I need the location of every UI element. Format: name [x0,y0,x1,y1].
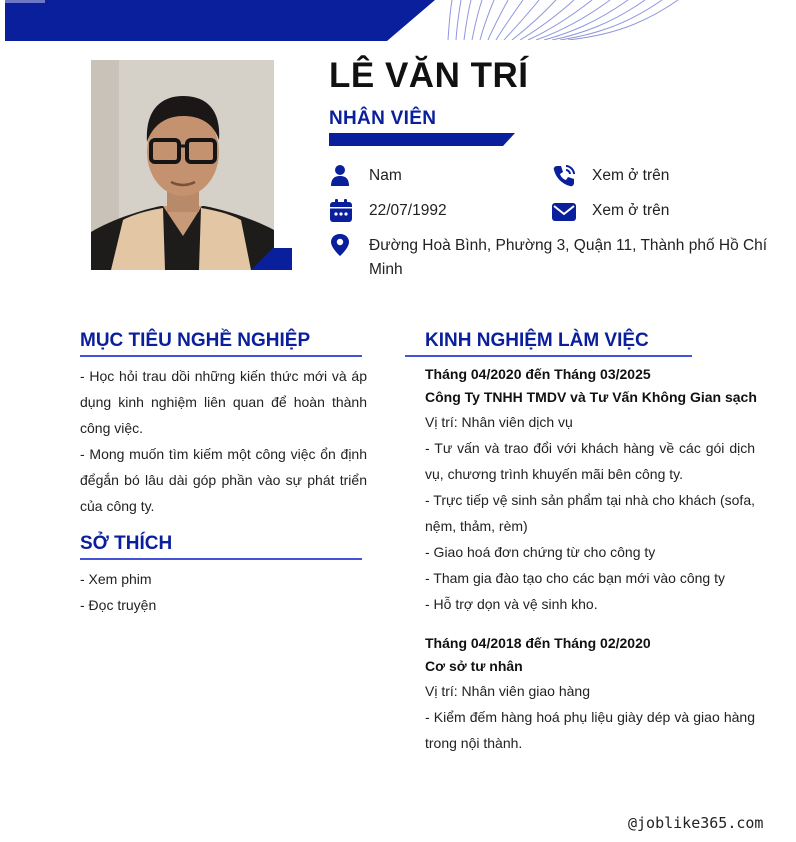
experience-divider [405,355,692,357]
profile-photo [91,60,274,270]
job-duty: - Giao hoá đơn chứng từ cho công ty [425,544,656,560]
location-pin-icon [329,234,351,256]
hobbies-divider [80,558,362,560]
job-duty: - Tham gia đào tạo cho các bạn mới vào công ty [425,570,725,586]
email-value: Xem ở trên [592,202,670,219]
hobbies-heading: SỞ THÍCH [80,533,173,554]
candidate-title: NHÂN VIÊN [329,108,437,129]
hobby-item: - Đọc truyện [80,597,157,613]
photo-corner-accent [251,248,292,270]
title-underline-bar [329,133,515,146]
job-period: Tháng 04/2020 đến Tháng 03/2025 [425,366,651,382]
job-position: Vị trí: Nhân viên giao hàng [425,683,590,699]
address-line-2: Minh [369,261,403,278]
job-duty: - Hỗ trợ dọn và vệ sinh kho. [425,596,598,612]
profile-photo-frame [91,60,292,270]
hobby-item: - Xem phim [80,571,152,587]
job-company: Cơ sở tư nhân [425,658,523,674]
birthday-value: 22/07/1992 [369,202,447,219]
job-position: Vị trí: Nhân viên dịch vụ [425,414,573,430]
job-duty: - Tư vấn và trao đổi với khách hàng về các gói dịch vụ, chương trình khuyến mãi bên công ty. [425,440,755,482]
job-company: Công Ty TNHH TMDV và Tư Vấn Không Gian sạch [425,389,757,405]
objective-divider [80,355,362,357]
objective-paragraph-1: - Học hỏi trau dồi những kiến thức mới và áp dụng kinh nghiệm liên quan để hoàn thành công việc. [80,368,367,436]
candidate-name: LÊ VĂN TRÍ [329,56,529,95]
envelope-icon [552,201,576,223]
job-duty: - Kiểm đếm hàng hoá phụ liệu giày dép và giao hàng trong nội thành. [425,709,755,751]
phone-value: Xem ở trên [592,167,670,184]
objective-paragraph-2: - Mong muốn tìm kiếm một công việc ổn định đểgắn bó lâu dài góp phần vào sự phát triển của công ty. [80,446,367,514]
phone-icon [552,164,576,188]
objective-heading: MỤC TIÊU NGHỀ NGHIỆP [80,330,311,351]
user-icon [329,164,351,186]
gender-value: Nam [369,167,402,184]
site-watermark: @joblike365.com [628,814,764,832]
job-duty: - Trực tiếp vệ sinh sản phẩm tại nhà cho khách (sofa, nệm, thảm, rèm) [425,492,755,534]
address-line-1: Đường Hoà Bình, Phường 3, Quận 11, Thành phố Hồ Chí [369,237,768,254]
job-period: Tháng 04/2018 đến Tháng 02/2020 [425,635,651,651]
header-line-pattern [440,0,685,40]
experience-heading: KINH NGHIỆM LÀM VIỆC [425,330,649,351]
calendar-icon [329,199,353,223]
header-accent-bar [5,0,435,41]
